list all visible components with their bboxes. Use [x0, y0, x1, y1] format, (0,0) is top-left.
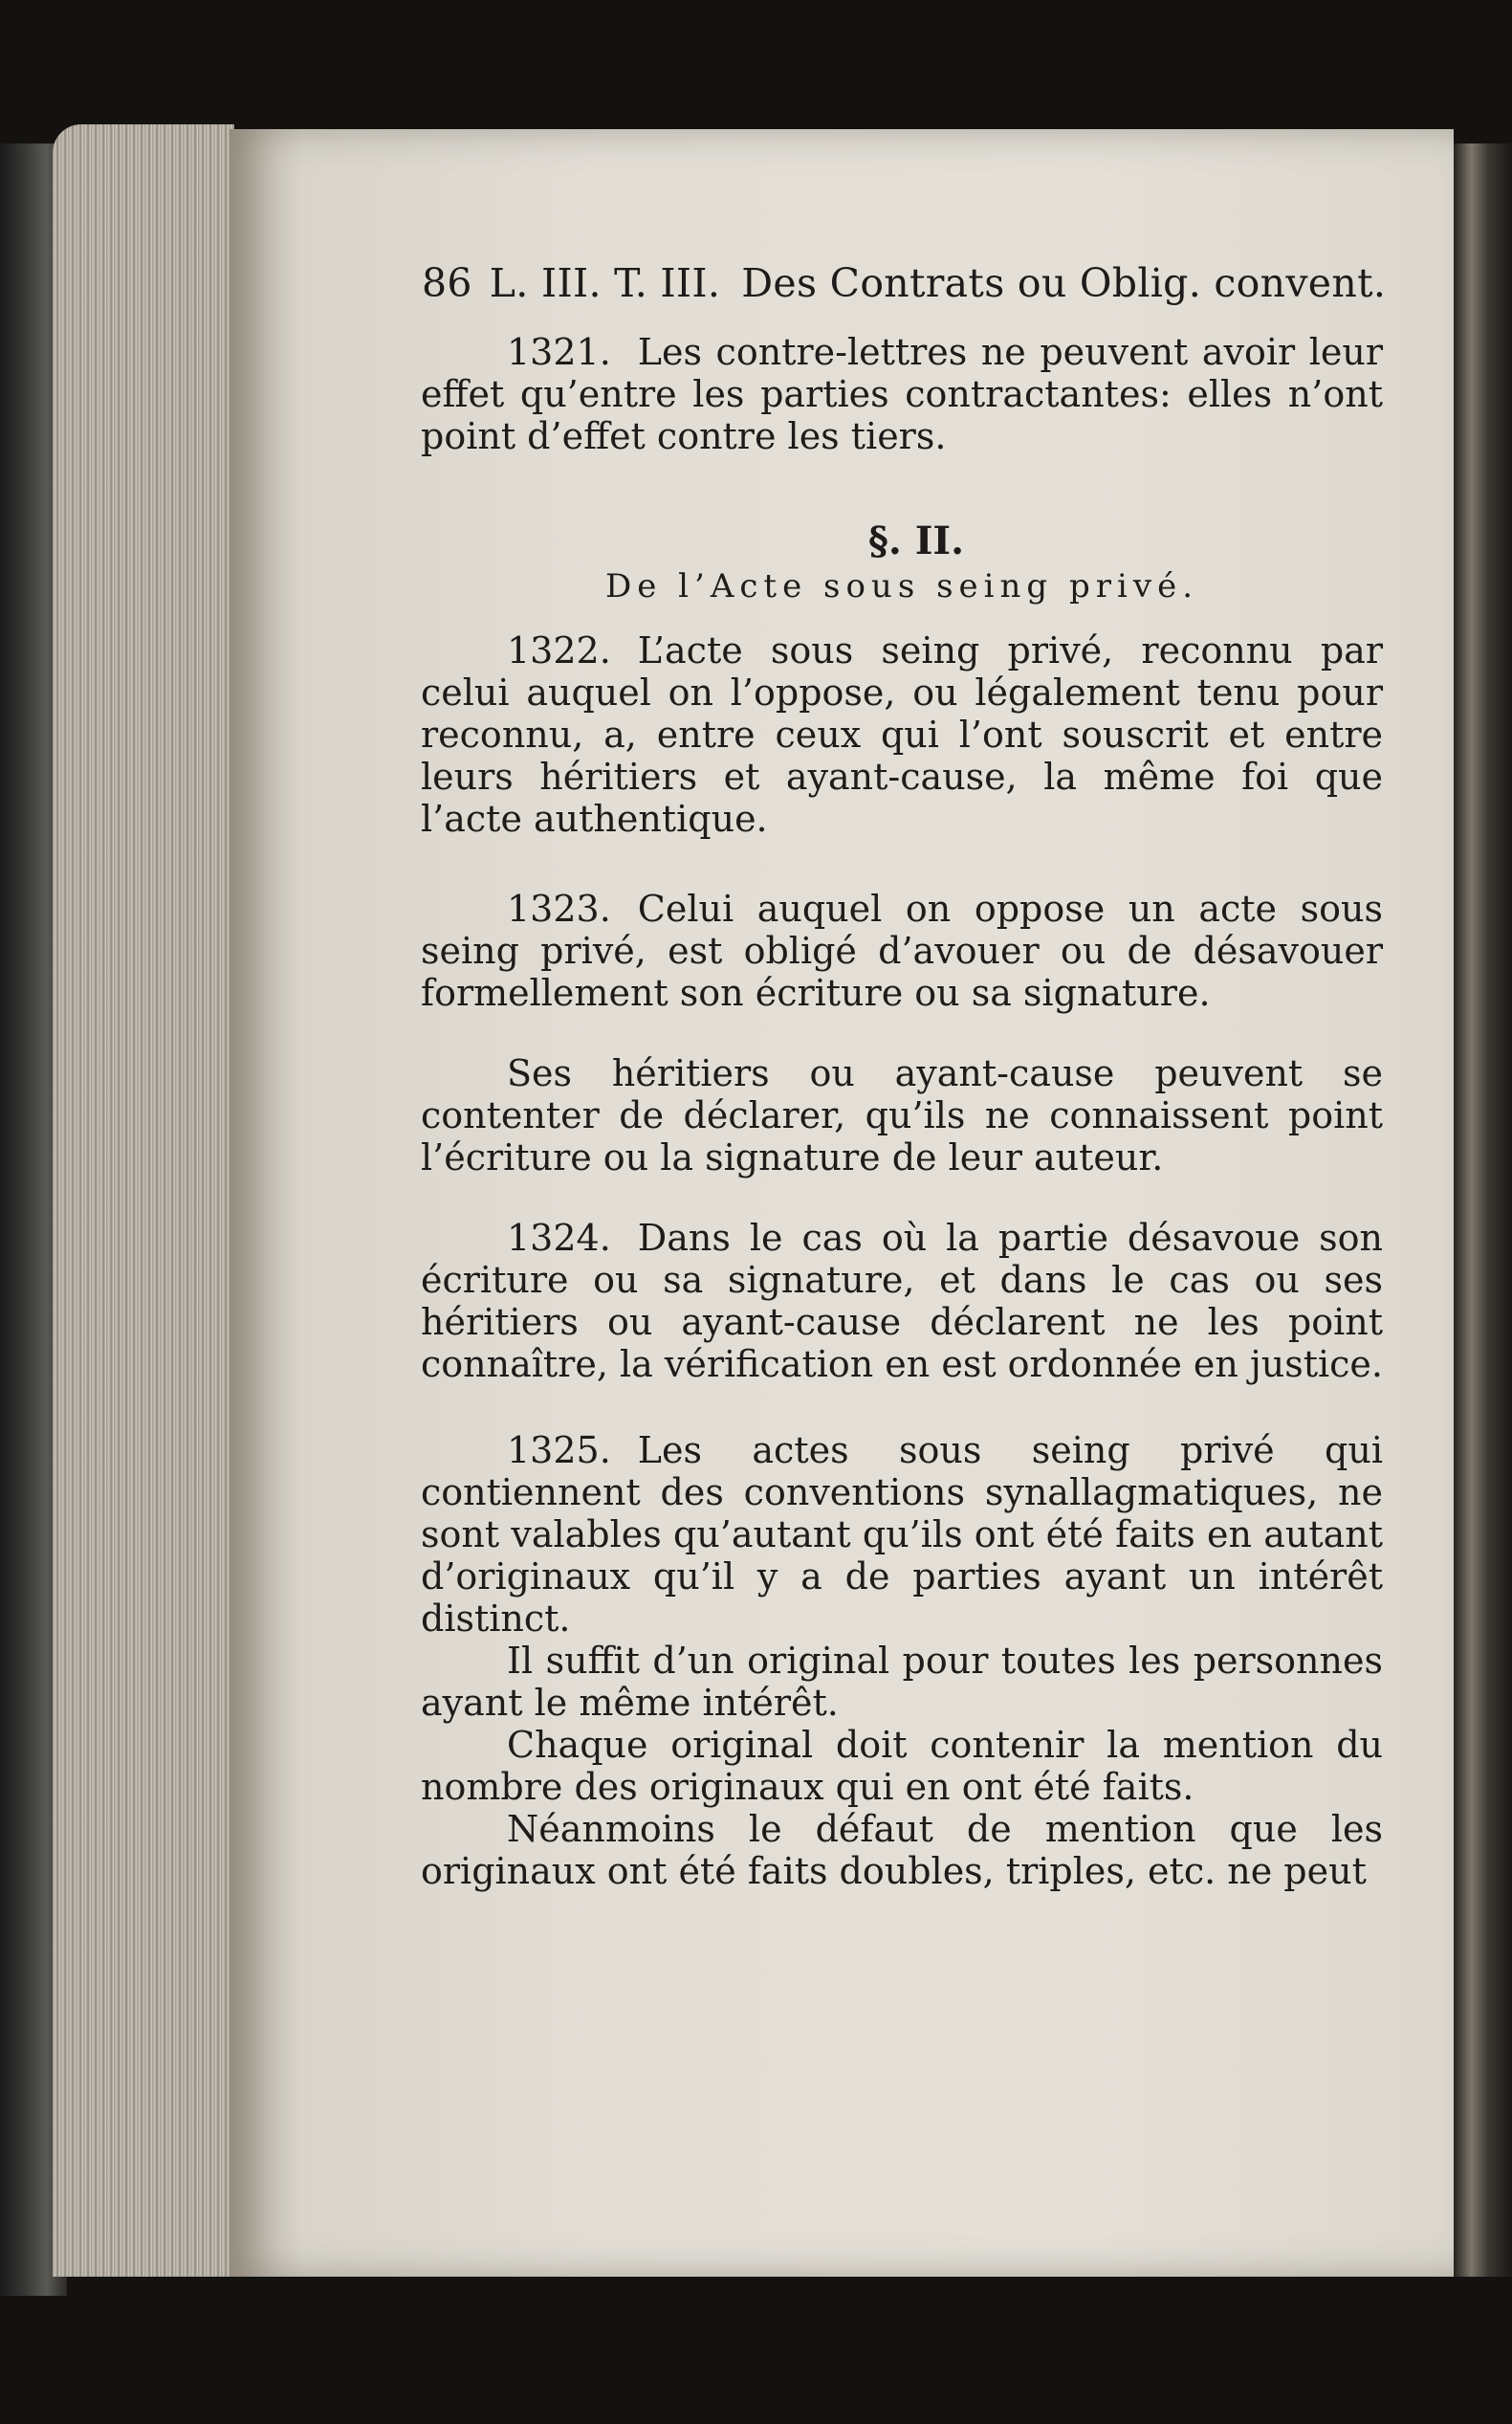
article-text: L’acte sous seing privé, reconnu par celui auquel on l’oppose, ou légalement tenu pour reconnu, a, entre ceux qui l’ont souscrit et entre leurs héritiers et ayant-cause, la même foi que l’acte authentique. — [421, 629, 1383, 840]
article-1321 — [421, 331, 1383, 457]
article-1323-para2: Ses héritiers ou ayant-cause peuvent se contenter de déclarer, qu’ils ne connaissent point l’écriture ou la signature de leur auteur. — [421, 1052, 1383, 1179]
facing-page-edge — [1454, 143, 1512, 2277]
article-number: 1324. — [507, 1217, 611, 1259]
article-number: 1321. — [507, 331, 611, 373]
article-1324 — [421, 1217, 1383, 1385]
article-1325-para4: Néanmoins le défaut de mention que les originaux ont été faits doubles, triples, etc. ne peut — [421, 1808, 1383, 1892]
section-mark: §. II. — [867, 518, 965, 563]
section-title: De l’Acte sous seing privé. — [604, 567, 1199, 606]
article-1322 — [421, 629, 1383, 840]
page-text — [421, 260, 1387, 1892]
article-text: Dans le cas où la partie désavoue son écriture ou sa signature, et dans le cas ou ses héritiers ou ayant-cause déclarent ne les point connaître, la vérification en est ordonnée en justice. — [421, 1217, 1383, 1385]
article-text: Les contre-lettres ne peuvent avoir leur effet qu’entre les parties contractantes: elles n’ont point d’effet contre les tiers. — [421, 331, 1383, 457]
article-1323 — [421, 888, 1383, 1014]
page-stack-edge — [53, 124, 234, 2277]
running-head — [422, 260, 1387, 306]
article-1325 — [421, 1429, 1383, 1640]
running-title: Des Contrats ou Oblig. convent. — [741, 260, 1387, 306]
article-number: 1325. — [507, 1429, 611, 1471]
page-number: 86 — [422, 260, 472, 306]
book-reference: L. III. T. III. — [489, 260, 721, 306]
article-number: 1323. — [507, 888, 611, 930]
article-1325-para3: Chaque original doit contenir la mention du nombre des originaux qui en ont été faits. — [421, 1724, 1383, 1808]
article-text: Les actes sous seing privé qui contiennent des conventions synallagmatiques, ne sont valables qu’autant qu’ils ont été faits en autant d’originaux qu’il y a de parties ayant un intérêt distinct. — [421, 1429, 1383, 1640]
article-text: Celui auquel on oppose un acte sous seing privé, est obligé d’avouer ou de désavouer formellement son écriture ou sa signature. — [421, 888, 1383, 1014]
article-1325-para2: Il suffit d’un original pour toutes les personnes ayant le même intérêt. — [421, 1640, 1383, 1724]
article-number: 1322. — [507, 629, 611, 672]
